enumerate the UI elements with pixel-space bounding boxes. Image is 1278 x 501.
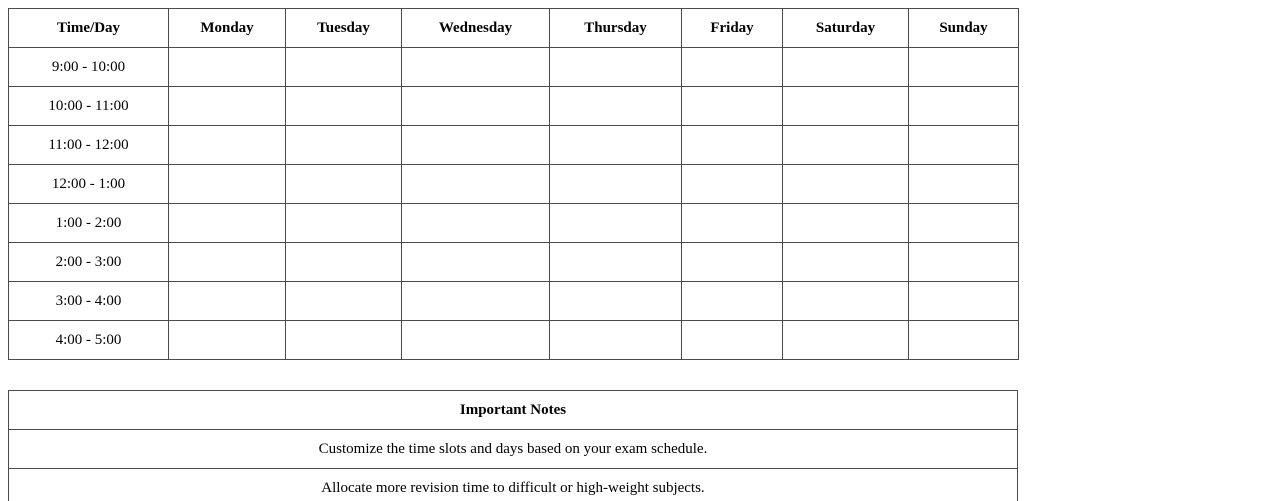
schedule-cell: [402, 204, 550, 243]
note-row: [9, 469, 1018, 501]
schedule-cell: [402, 321, 550, 360]
schedule-cell: [550, 282, 682, 321]
schedule-cell: [550, 126, 682, 165]
header-time-day: Time/Day: [9, 9, 169, 48]
time-slot-cell: 3:00 - 4:00: [9, 282, 169, 321]
schedule-cell: [286, 48, 402, 87]
table-row: [9, 87, 1019, 126]
schedule-cell: [550, 165, 682, 204]
schedule-cell: [286, 204, 402, 243]
schedule-cell: [286, 321, 402, 360]
schedule-cell: [783, 282, 909, 321]
schedule-cell: [783, 243, 909, 282]
table-row: [9, 165, 1019, 204]
header-wednesday: Wednesday: [402, 9, 550, 48]
time-slot-cell: 10:00 - 11:00: [9, 87, 169, 126]
schedule-cell: [909, 165, 1019, 204]
schedule-cell: [550, 204, 682, 243]
revision-timetable: [8, 8, 1019, 360]
time-slot-cell: 1:00 - 2:00: [9, 204, 169, 243]
schedule-cell: [682, 126, 783, 165]
time-slot-cell: 9:00 - 10:00: [9, 48, 169, 87]
time-slot-cell: 2:00 - 3:00: [9, 243, 169, 282]
schedule-cell: [286, 282, 402, 321]
schedule-cell: [783, 87, 909, 126]
schedule-cell: [402, 282, 550, 321]
schedule-cell: [169, 282, 286, 321]
table-row: [9, 204, 1019, 243]
schedule-cell: [682, 87, 783, 126]
schedule-cell: [169, 321, 286, 360]
schedule-cell: [550, 243, 682, 282]
schedule-cell: [909, 48, 1019, 87]
table-row: [9, 48, 1019, 87]
schedule-cell: [286, 243, 402, 282]
schedule-cell: [783, 321, 909, 360]
schedule-cell: [682, 243, 783, 282]
header-friday: Friday: [682, 9, 783, 48]
schedule-cell: [783, 48, 909, 87]
header-monday: Monday: [169, 9, 286, 48]
schedule-cell: [909, 243, 1019, 282]
table-row: [9, 321, 1019, 360]
header-sunday: Sunday: [909, 9, 1019, 48]
table-row: [9, 243, 1019, 282]
time-slot-cell: 11:00 - 12:00: [9, 126, 169, 165]
schedule-cell: [286, 165, 402, 204]
note-item: Allocate more revision time to difficult or high-weight subjects.: [9, 469, 1018, 501]
notes-title: Important Notes: [9, 391, 1018, 430]
schedule-cell: [169, 165, 286, 204]
time-slot-cell: 4:00 - 5:00: [9, 321, 169, 360]
note-item: Customize the time slots and days based on your exam schedule.: [9, 430, 1018, 469]
schedule-cell: [682, 321, 783, 360]
schedule-cell: [682, 165, 783, 204]
schedule-cell: [402, 87, 550, 126]
schedule-cell: [169, 87, 286, 126]
notes-header-row: [9, 391, 1018, 430]
schedule-cell: [909, 126, 1019, 165]
table-row: [9, 282, 1019, 321]
schedule-cell: [169, 243, 286, 282]
schedule-cell: [402, 126, 550, 165]
schedule-cell: [783, 165, 909, 204]
schedule-cell: [169, 48, 286, 87]
schedule-cell: [682, 282, 783, 321]
schedule-cell: [909, 282, 1019, 321]
schedule-cell: [682, 48, 783, 87]
important-notes-table: [8, 390, 1018, 501]
header-thursday: Thursday: [550, 9, 682, 48]
schedule-cell: [909, 204, 1019, 243]
header-tuesday: Tuesday: [286, 9, 402, 48]
schedule-cell: [550, 48, 682, 87]
table-row: [9, 126, 1019, 165]
schedule-cell: [169, 204, 286, 243]
header-row: [9, 9, 1019, 48]
schedule-cell: [909, 321, 1019, 360]
header-saturday: Saturday: [783, 9, 909, 48]
schedule-cell: [402, 165, 550, 204]
note-row: [9, 430, 1018, 469]
schedule-cell: [550, 321, 682, 360]
schedule-cell: [402, 48, 550, 87]
schedule-cell: [682, 204, 783, 243]
time-slot-cell: 12:00 - 1:00: [9, 165, 169, 204]
schedule-cell: [286, 126, 402, 165]
schedule-cell: [783, 204, 909, 243]
schedule-cell: [169, 126, 286, 165]
schedule-cell: [286, 87, 402, 126]
schedule-cell: [909, 87, 1019, 126]
schedule-cell: [783, 126, 909, 165]
schedule-cell: [550, 87, 682, 126]
schedule-cell: [402, 243, 550, 282]
